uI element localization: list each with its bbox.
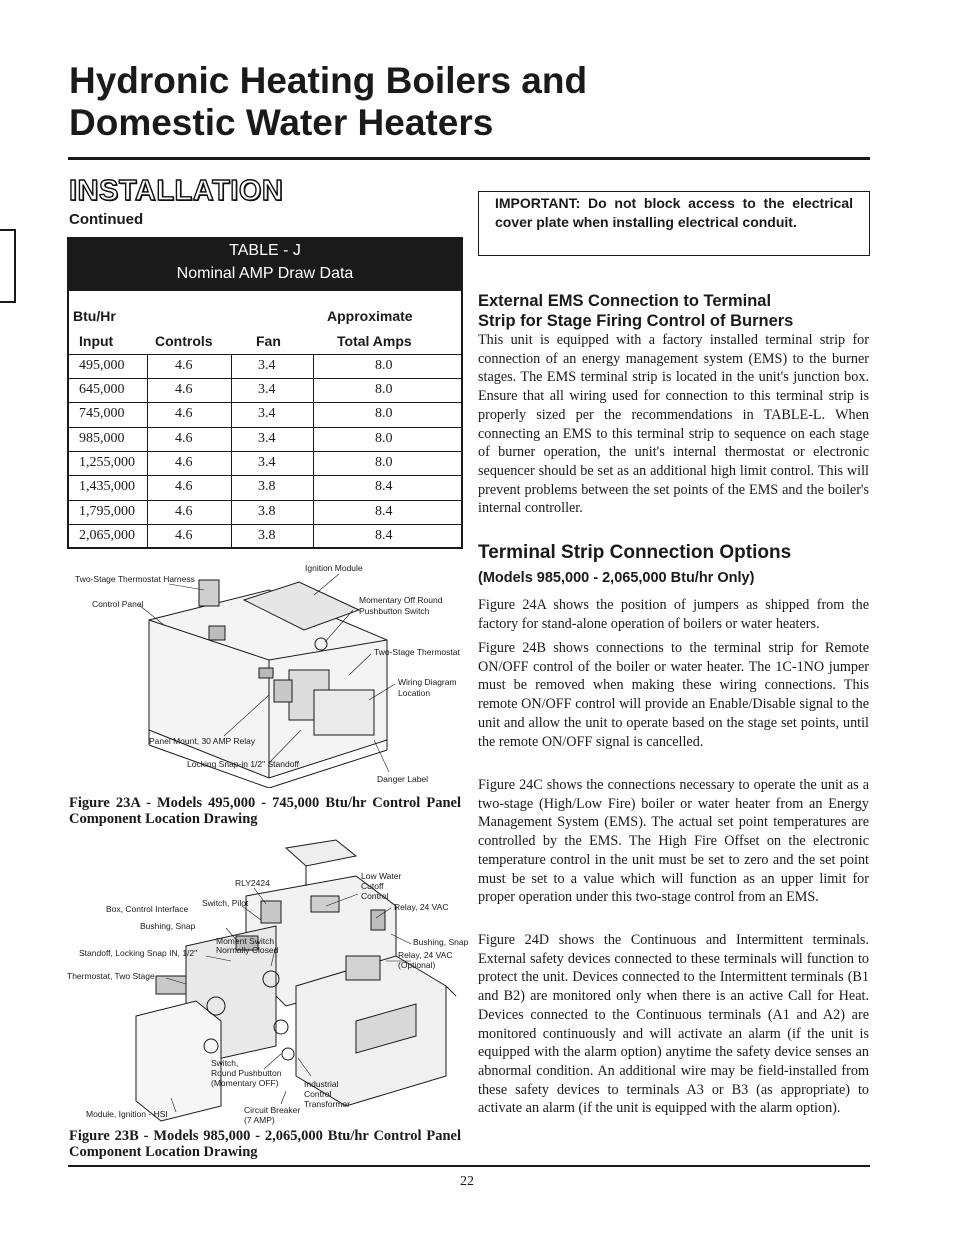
cell-fan: 3.4 bbox=[258, 455, 276, 470]
label-optional: (Optional) bbox=[398, 960, 436, 970]
cell-input: 1,795,000 bbox=[79, 504, 135, 519]
side-tab-marker bbox=[0, 229, 16, 303]
row-divider bbox=[69, 524, 461, 525]
label-control-transformer-1: Control bbox=[304, 1089, 332, 1099]
cell-fan: 3.4 bbox=[258, 358, 276, 373]
label-cutoff: Cutoff bbox=[361, 881, 384, 891]
label-momentary-off: (Momentary OFF) bbox=[211, 1078, 279, 1088]
cell-fan: 3.4 bbox=[258, 382, 276, 397]
label-standoff-locking-snap: Standoff, Locking Snap IN, 1/2" bbox=[79, 948, 198, 958]
column-divider bbox=[231, 354, 232, 549]
label-locking-snap-standoff: Locking Snap-in 1/2" Standoff bbox=[187, 759, 300, 769]
label-two-stage-thermostat: Two-Stage Thermostat bbox=[374, 647, 460, 657]
label-industrial: Industrial bbox=[304, 1079, 339, 1089]
important-notice: IMPORTANT: Do not block access to the electrical cover plate when installing electrical conduit. bbox=[478, 191, 870, 256]
label-circuit-breaker: Circuit Breaker bbox=[244, 1105, 301, 1115]
cell-controls: 4.6 bbox=[175, 358, 193, 373]
cell-input: 1,435,000 bbox=[79, 479, 135, 494]
label-switch-pilot: Switch, Pilot bbox=[202, 898, 249, 908]
page-number: 22 bbox=[460, 1174, 474, 1189]
label-7-amp: (7 AMP) bbox=[244, 1115, 275, 1125]
cell-input: 645,000 bbox=[79, 382, 125, 397]
paragraph-figure-24c: Figure 24C shows the connections necessary to operate the unit as a two-stage (High/Low Fire) boiler or water heater from an Energy Management System (EMS). The actual set point temperatures are controlled by the EMS. The High Fire Offset on the electronic temperature control in the unit must be set to zero and the set point must be set to a value which will function as an upper limit for proper operation under this two-stage control from an EMS. bbox=[478, 777, 869, 906]
figure-23a-caption: Figure 23A - Models 495,000 - 745,000 Btu/hr Control Panel Component Location Drawing bbox=[69, 795, 461, 827]
cell-input: 985,000 bbox=[79, 431, 125, 446]
label-switch: Switch, bbox=[211, 1058, 239, 1068]
column-header-controls: Controls bbox=[155, 333, 213, 349]
label-relay-24vac-optional: Relay, 24 VAC bbox=[398, 950, 453, 960]
ems-paragraph: This unit is equipped with a factory installed terminal strip for connection of an energy management system (EMS) to the burner stages. The EMS terminal strip is located in the unit's junction box. Ensure that all wiring used for connection to this terminal strip is properly sized per the recommendations in TABLE-L. When connecting an EMS to this terminal strip to sequence on each stage of burner operation, the unit's internal thermostat or electronic sequencer should be set as an additional high limit control. This will prevent problems between the set points of the EMS and the boiler's internal controller. bbox=[478, 332, 869, 517]
cell-total-amps: 8.0 bbox=[375, 455, 393, 470]
cell-fan: 3.4 bbox=[258, 431, 276, 446]
cell-input: 1,255,000 bbox=[79, 455, 135, 470]
cell-total-amps: 8.4 bbox=[375, 504, 393, 519]
label-transformer: Transformer bbox=[304, 1099, 350, 1109]
label-ignition-module: Ignition Module bbox=[305, 563, 363, 573]
column-header-input: Input bbox=[79, 333, 114, 349]
label-two-stage-thermostat-harness: Two-Stage Thermostat Harness bbox=[75, 574, 195, 584]
label-relay-24vac: Relay, 24 VAC bbox=[394, 902, 449, 912]
cell-total-amps: 8.0 bbox=[375, 406, 393, 421]
row-divider bbox=[69, 427, 461, 428]
table-subtitle: Nominal AMP Draw Data bbox=[176, 265, 354, 282]
label-bushing-snap-right: Bushing, Snap bbox=[413, 937, 469, 947]
column-divider bbox=[313, 354, 314, 549]
label-bushing-snap: Bushing, Snap bbox=[140, 921, 196, 931]
terminal-strip-heading: Terminal Strip Connection Options bbox=[478, 542, 792, 563]
figure-23b-drawing bbox=[66, 836, 470, 1126]
amp-draw-table bbox=[67, 237, 463, 549]
figure-23a-drawing bbox=[69, 560, 461, 788]
section-heading: INSTALLATION bbox=[69, 175, 284, 207]
paragraph-figure-24b: Figure 24B shows connections to the terminal strip for Remote ON/OFF control of the boiler or water heater. The 1C-1NO jumper must be removed when making these wiring connections. This remote ON/OFF control will provide an Enable/Disable signal to the unit and allow the unit to operate based on the stage set points, until the remote ON/OFF signal is cancelled. bbox=[478, 640, 869, 750]
page-title-line-2: Domestic Water Heaters bbox=[69, 102, 494, 143]
paragraph-figure-24d: Figure 24D shows the Continuous and Intermittent terminals. External safety devices connected to these terminals will function to protect the unit. Devices connected to the Intermittent terminals (B1 and B2) are monitored only when there is an active Call for Heat. Devices connected to the Continuous terminals (A1 and A2) are monitored continuously and will activate an alarm (if the unit is equipped with the alarm option) anytime the safety device senses an abnormal condition. An additional wire may be field-installed from these safety devices to terminals A3 or B3 (as appropriate) to activate an alarm (if the unit is equipped with the alarm option). bbox=[478, 932, 869, 1117]
cell-controls: 4.6 bbox=[175, 455, 193, 470]
table-header bbox=[69, 239, 461, 291]
label-normally-closed: Normally Closed bbox=[216, 945, 279, 955]
label-rly2424: RLY2424 bbox=[235, 878, 270, 888]
label-control-panel: Control Panel bbox=[92, 599, 144, 609]
column-header-total-amps: Total Amps bbox=[337, 333, 412, 349]
label-low-water: Low Water bbox=[361, 871, 402, 881]
figure-23b-caption: Figure 23B - Models 985,000 - 2,065,000 Btu/hr Control Panel Component Location Drawing bbox=[69, 1128, 461, 1160]
cell-total-amps: 8.0 bbox=[375, 431, 393, 446]
cell-fan: 3.8 bbox=[258, 479, 276, 494]
row-divider bbox=[69, 475, 461, 476]
ems-heading-line-2: Strip for Stage Firing Control of Burners bbox=[478, 312, 794, 330]
label-pushbutton-switch: Pushbutton Switch bbox=[359, 606, 430, 616]
label-module-ignition-hsi: Module, Ignition - HSI bbox=[86, 1109, 168, 1119]
footer-rule bbox=[68, 1165, 870, 1167]
page-title bbox=[69, 60, 889, 144]
label-control: Control bbox=[361, 891, 389, 901]
cell-controls: 4.6 bbox=[175, 504, 193, 519]
label-danger-label: Danger Label bbox=[377, 774, 429, 784]
cell-input: 495,000 bbox=[79, 358, 125, 373]
cell-input: 2,065,000 bbox=[79, 528, 135, 543]
table-title: TABLE - J bbox=[229, 242, 301, 259]
row-divider bbox=[69, 402, 461, 403]
cell-total-amps: 8.0 bbox=[375, 382, 393, 397]
row-divider bbox=[69, 451, 461, 452]
label-wiring-diagram: Wiring Diagram bbox=[398, 677, 457, 687]
cell-total-amps: 8.4 bbox=[375, 528, 393, 543]
row-divider bbox=[69, 500, 461, 501]
row-divider bbox=[69, 378, 461, 379]
label-moment-switch: Moment Switch bbox=[216, 936, 275, 946]
cell-controls: 4.6 bbox=[175, 406, 193, 421]
cell-controls: 4.6 bbox=[175, 528, 193, 543]
cell-input: 745,000 bbox=[79, 406, 125, 421]
cell-controls: 4.6 bbox=[175, 382, 193, 397]
cell-fan: 3.8 bbox=[258, 504, 276, 519]
label-location: Location bbox=[398, 688, 431, 698]
terminal-strip-subheading: (Models 985,000 - 2,065,000 Btu/hr Only) bbox=[478, 570, 755, 586]
label-panel-mount-relay: Panel Mount, 30 AMP Relay bbox=[149, 736, 256, 746]
cell-fan: 3.4 bbox=[258, 406, 276, 421]
column-group-btu: Btu/Hr bbox=[73, 308, 116, 324]
paragraph-figure-24a: Figure 24A shows the position of jumpers as shipped from the factory for stand-alone operation of boilers or water heaters. bbox=[478, 597, 869, 632]
label-box-control-interface: Box, Control Interface bbox=[106, 904, 189, 914]
label-round-pushbutton: Round Pushbutton bbox=[211, 1068, 282, 1078]
cell-controls: 4.6 bbox=[175, 479, 193, 494]
ems-heading-line-1: External EMS Connection to Terminal bbox=[478, 292, 772, 310]
column-group-approximate: Approximate bbox=[327, 308, 413, 324]
cell-controls: 4.6 bbox=[175, 431, 193, 446]
label-thermostat-two-stage: Thermostat, Two Stage bbox=[67, 971, 155, 981]
column-divider bbox=[147, 354, 148, 549]
row-divider bbox=[69, 354, 461, 355]
page-title-line-1: Hydronic Heating Boilers and bbox=[69, 60, 588, 101]
title-rule bbox=[68, 157, 870, 160]
section-subheading: Continued bbox=[69, 211, 144, 228]
cell-fan: 3.8 bbox=[258, 528, 276, 543]
label-momentary-off-round: Momentary Off Round bbox=[359, 595, 443, 605]
cell-total-amps: 8.4 bbox=[375, 479, 393, 494]
cell-total-amps: 8.0 bbox=[375, 358, 393, 373]
column-header-fan: Fan bbox=[256, 333, 281, 349]
ems-heading bbox=[478, 291, 793, 331]
